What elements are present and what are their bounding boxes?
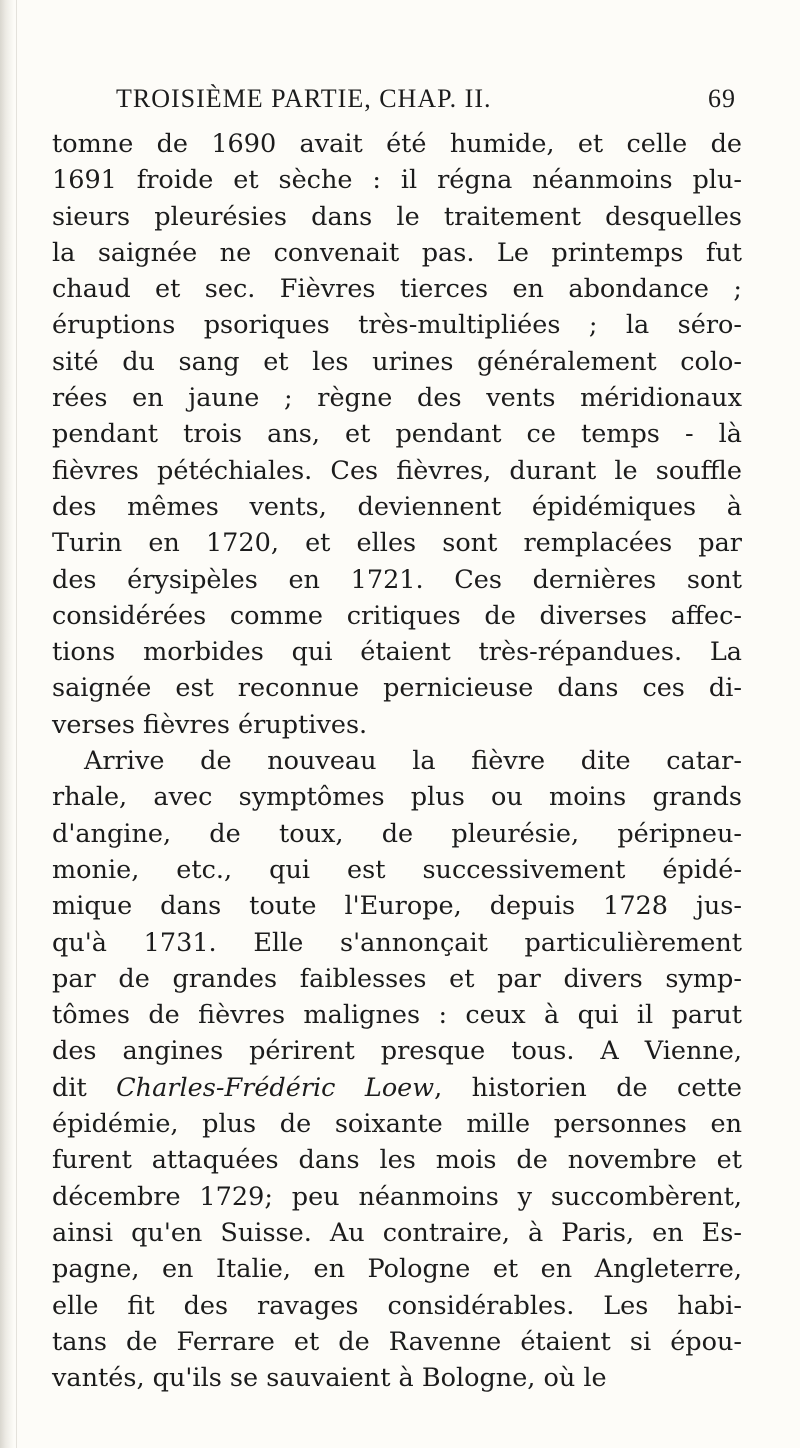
text-segment: , historien de cette [434, 1072, 743, 1103]
text-line: des érysipèles en 1721. Ces dernières sont [52, 564, 742, 595]
text-line [52, 1070, 742, 1106]
body-text [52, 126, 742, 1396]
text-line: Turin en 1720, et elles sont remplacées par [52, 528, 742, 559]
text-line: décembre 1729; peu néanmoins y succombèrent, [52, 1181, 742, 1212]
page-number: 69 [708, 84, 736, 113]
text-line: des angines périrent presque tous. A Vienne, [52, 1036, 742, 1067]
text-line: saignée est reconnue pernicieuse dans ces di- [52, 673, 742, 704]
text-line: mique dans toute l'Europe, depuis 1728 jus- [52, 891, 742, 922]
italic-name: Charles-Frédéric Loew [116, 1072, 435, 1103]
text-line: rées en jaune ; règne des vents méridionaux [52, 383, 742, 414]
text-line: sieurs pleurésies dans le traitement desquelles [52, 201, 742, 232]
text-line: pagne, en Italie, en Pologne et en Angleterre, [52, 1254, 742, 1285]
text-line: d'angine, de toux, de pleurésie, péripneu- [52, 818, 742, 849]
text-line: tions morbides qui étaient très-répandues. La [52, 637, 742, 668]
text-line: 1691 froide et sèche : il régna néanmoins plu- [52, 165, 742, 196]
text-line: verses fièvres éruptives. [52, 709, 368, 740]
text-line: éruptions psoriques très-multipliées ; la séro- [52, 310, 742, 341]
text-line: tômes de fièvres malignes : ceux à qui il parut [52, 1000, 742, 1031]
text-line: monie, etc., qui est successivement épidé- [52, 854, 742, 885]
text-line: chaud et sec. Fièvres tierces en abondance ; [52, 274, 742, 305]
text-line: sité du sang et les urines généralement colo- [52, 346, 742, 377]
running-header-title: TROISIÈME PARTIE, CHAP. II. [116, 84, 492, 113]
text-line: épidémie, plus de soixante mille personnes en [52, 1109, 742, 1140]
text-line: fièvres pétéchiales. Ces fièvres, durant le souffle [52, 455, 742, 486]
text-line: ainsi qu'en Suisse. Au contraire, à Paris, en Es- [52, 1217, 742, 1248]
text-line: tans de Ferrare et de Ravenne étaient si épou- [52, 1326, 742, 1357]
text-line: par de grandes faiblesses et par divers symp- [52, 963, 742, 994]
text-line: tomne de 1690 avait été humide, et celle de [52, 129, 742, 159]
text-line: elle fit des ravages considérables. Les habi- [52, 1290, 742, 1321]
text-line: considérées comme critiques de diverses affec- [52, 600, 742, 631]
text-line: pendant trois ans, et pendant ce temps - là [52, 419, 742, 450]
text-line: vantés, qu'ils se sauvaient à Bologne, où le [52, 1363, 607, 1394]
text-line: Arrive de nouveau la fièvre dite catar- [84, 746, 742, 777]
text-line: furent attaquées dans les mois de novembre et [52, 1145, 742, 1176]
text-line: qu'à 1731. Elle s'annonçait particulièrement [52, 927, 742, 958]
text-line: des mêmes vents, deviennent épidémiques à [52, 491, 742, 522]
text-line: la saignée ne convenait pas. Le printemps fut [52, 237, 742, 268]
text-segment: dit [52, 1072, 117, 1103]
text-line: rhale, avec symptômes plus ou moins grands [52, 782, 742, 813]
